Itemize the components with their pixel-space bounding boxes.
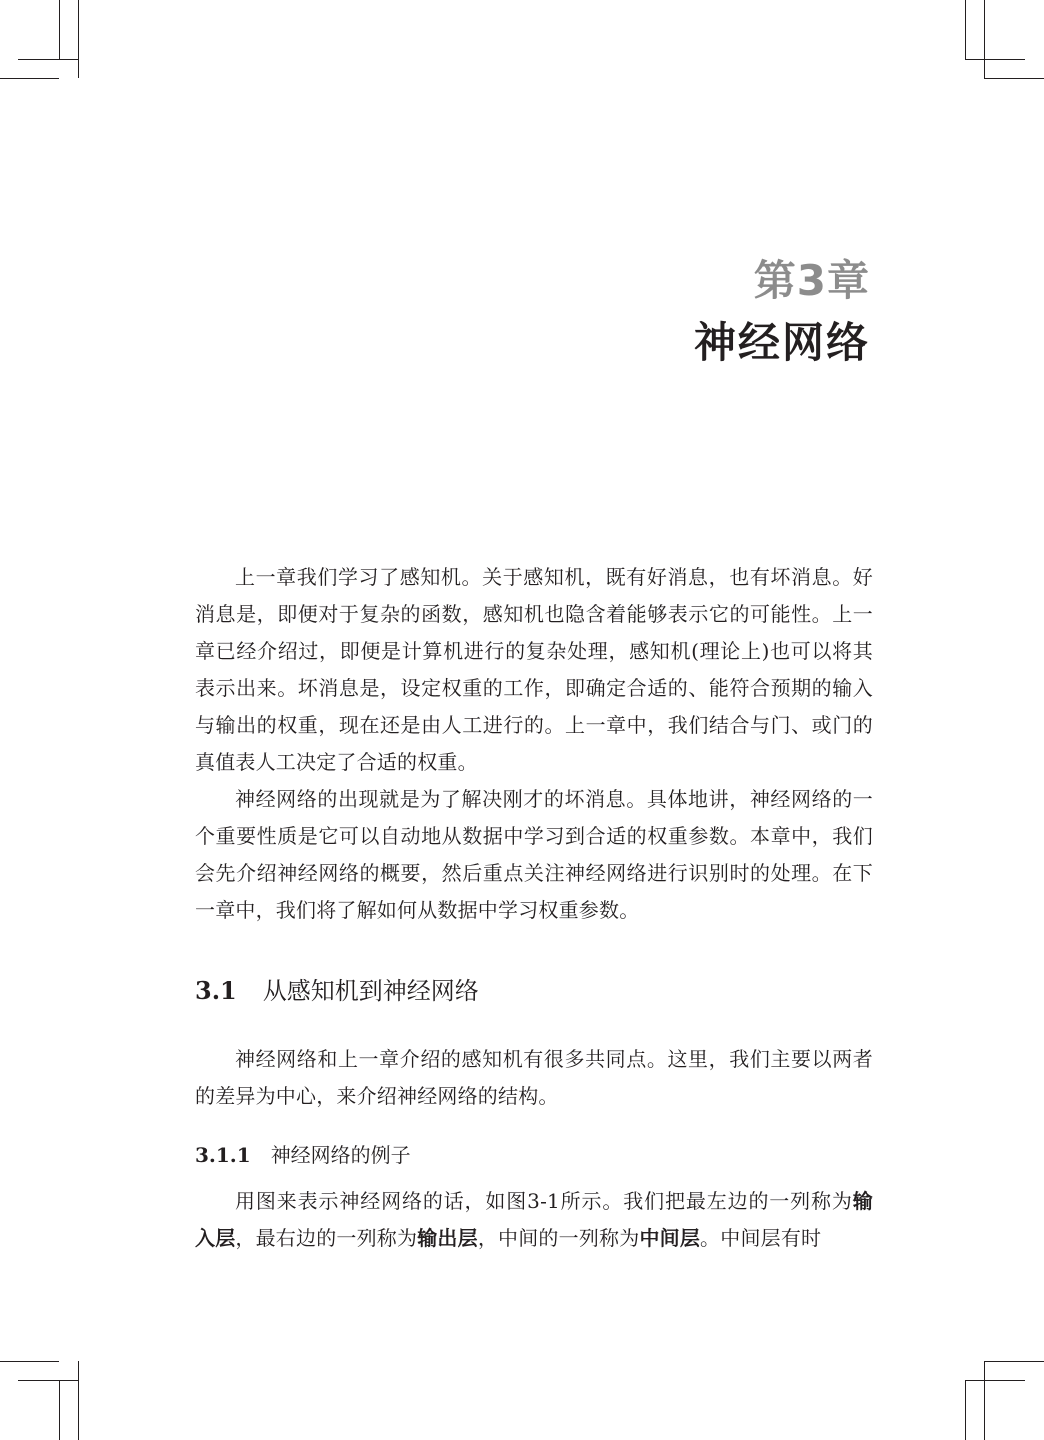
crop-mark (59, 1380, 60, 1440)
crop-mark (59, 0, 60, 59)
paragraph-text: ，中间的一列称为 (477, 1226, 640, 1250)
paragraph-text: ，最右边的一列称为 (235, 1226, 418, 1250)
intro-paragraph-2: 神经网络的出现就是为了解决刚才的坏消息。具体地讲，神经网络的一个重要性质是它可以自动地从数据中学习到合适的权重参数。本章中，我们会先介绍神经网络的概要，然后重点关注神经网络进行识别时的处理。在下一章中，我们将了解如何从数据中学习权重参数。 (195, 787, 873, 922)
crop-mark (0, 1361, 59, 1362)
crop-mark (0, 78, 59, 79)
subsection-title: 神经网络的例子 (270, 1143, 411, 1167)
subsection-number: 3.1.1 (195, 1143, 251, 1167)
intro-paragraph-1: 上一章我们学习了感知机。关于感知机，既有好消息，也有坏消息。好消息是，即便对于复杂的函数，感知机也隐含着能够表示它的可能性。上一章已经介绍过，即便是计算机进行的复杂处理，感知机(理论上)也可以将其表示出来。坏消息是，设定权重的工作，即确定合适的、能符合预期的输入与输出的权重，现在还是由人工进行的。上一章中，我们结合与门、或门的真值表人工决定了合适的权重。 (195, 565, 873, 774)
crop-mark (984, 78, 1044, 79)
crop-mark (984, 0, 985, 78)
crop-mark (18, 59, 78, 60)
crop-mark (18, 1380, 78, 1381)
paragraph-text: 。中间层有时 (700, 1226, 822, 1250)
section-paragraph-1: 神经网络和上一章介绍的感知机有很多共同点。这里，我们主要以两者的差异为中心，来介绍神经网络的结构。 (195, 1047, 873, 1108)
section-heading (195, 971, 873, 1011)
crop-mark (965, 1380, 966, 1440)
crop-mark (78, 1361, 79, 1440)
term-hidden-layer: 中间层 (639, 1226, 701, 1250)
chapter-heading (694, 255, 870, 369)
chapter-title: 神经网络 (693, 318, 870, 367)
chapter-number: 第3章 (753, 256, 870, 305)
crop-mark (965, 0, 966, 59)
section-title: 从感知机到神经网络 (262, 977, 479, 1005)
crop-mark (984, 1361, 985, 1440)
crop-mark (965, 1380, 1025, 1381)
term-input-layer: 输入层 (195, 1189, 873, 1250)
crop-mark (965, 59, 1025, 60)
subsection-paragraph-1 (195, 1183, 873, 1257)
subsection-heading (195, 1139, 873, 1171)
paragraph-text: 用图来表示神经网络的话，如图3-1所示。我们把最左边的一列称为 (235, 1189, 853, 1213)
crop-mark (984, 1361, 1044, 1362)
section-number: 3.1 (195, 976, 237, 1005)
term-output-layer: 输出层 (417, 1226, 478, 1250)
crop-mark (78, 0, 79, 78)
chapter-body (195, 559, 873, 1257)
